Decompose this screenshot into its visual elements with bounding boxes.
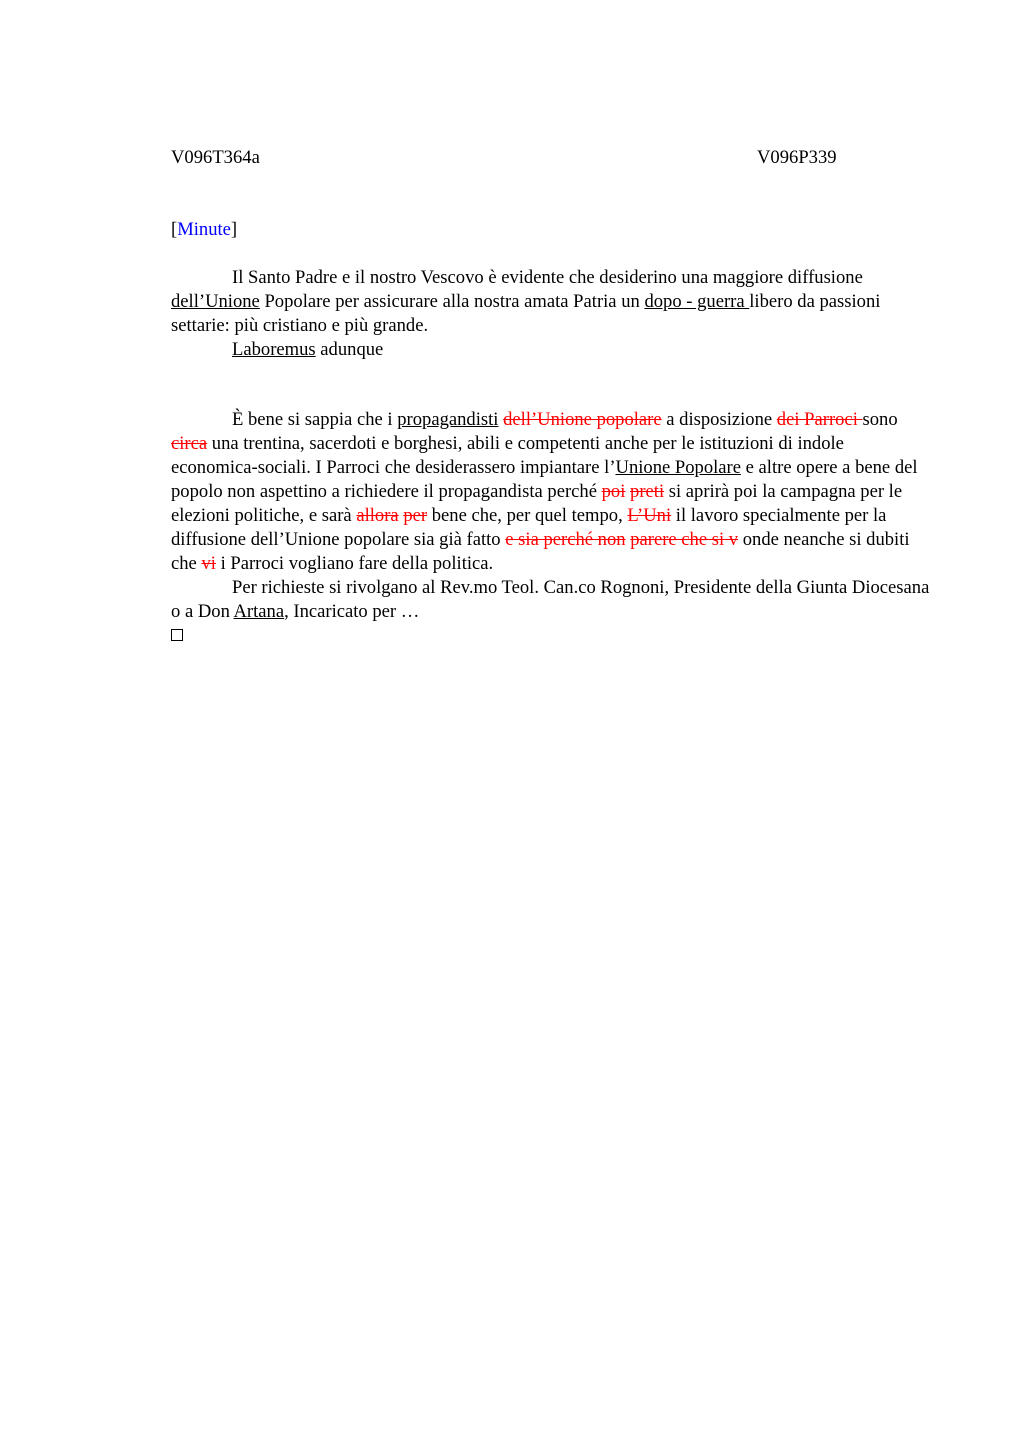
intro-section (171, 266, 931, 362)
underlined-text: Artana (233, 601, 285, 622)
deleted-text: vi (201, 553, 216, 574)
text-run: È bene si sappia che i (232, 409, 398, 430)
open-bracket: [ (171, 219, 178, 240)
underlined-text: Unione Popolare (615, 457, 741, 478)
document-code-left: V096T364a (171, 147, 260, 168)
text-run: adunque (315, 339, 384, 360)
text-run: e altre opere a bene del popolo non aspettino a richiedere il propagandista perché (171, 457, 918, 502)
text-run: sono (862, 409, 898, 430)
paragraph-intro (171, 266, 931, 338)
deleted-text: dei Parroci (776, 409, 863, 430)
document-code-right: V096P339 (757, 147, 837, 168)
deleted-text: e sia perché non (505, 529, 626, 550)
paragraph-richieste (171, 576, 931, 624)
text-run: una trentina, sacerdoti e borghesi, abili e competenti anche per le istituzioni di indole economica-sociali. I Parroci che desiderassero impiantare l’ (171, 433, 844, 478)
deleted-text: preti (630, 481, 665, 502)
body-section (171, 408, 931, 648)
minute-label: Minute (177, 219, 231, 240)
underlined-text: dell’Unione (171, 291, 260, 312)
paragraph-laboremus (171, 338, 931, 362)
text-run: a disposizione (661, 409, 777, 430)
deleted-text: circa (171, 433, 208, 454)
text-run: si aprirà poi la campagna per le elezioni politiche, e sarà (171, 481, 903, 526)
underlined-text: propagandisti (397, 409, 499, 430)
minute-label-line (171, 218, 931, 242)
close-bracket: ] (230, 219, 238, 240)
underlined-text: dopo - guerra (644, 291, 750, 312)
text-run: il lavoro specialmente per la diffusione dell’Unione popolare sia già fatto (171, 505, 887, 550)
text-run: Per richieste si rivolgano al Rev.mo Teol. Can.co Rognoni, Presidente della Giunta Diocesana o a Don (171, 577, 930, 622)
deleted-text: per (403, 505, 428, 526)
deleted-text: parere che si v (630, 529, 739, 550)
text-run: , Incaricato per … (284, 601, 420, 622)
deleted-text: poi (601, 481, 626, 502)
square-box-icon (171, 629, 183, 641)
text-run: bene che, per quel tempo, (427, 505, 628, 526)
text-run: Il Santo Padre e il nostro Vescovo è evidente che desiderino una maggiore diffusione (232, 267, 863, 288)
text-run: i Parroci vogliano fare della politica. (215, 553, 494, 574)
underlined-text: Laboremus (232, 339, 316, 360)
paragraph-propagandisti (171, 408, 931, 576)
text-run: libero da passioni settarie: più cristiano e più grande. (171, 291, 881, 336)
deleted-text: allora (356, 505, 399, 526)
deleted-text: dell’Unione popolare (503, 409, 662, 430)
text-run: onde neanche si dubiti che (171, 529, 910, 574)
deleted-text: L’Uni (627, 505, 672, 526)
empty-checkbox-glyph (171, 624, 931, 648)
text-run: Popolare per assicurare alla nostra amata Patria un (259, 291, 645, 312)
